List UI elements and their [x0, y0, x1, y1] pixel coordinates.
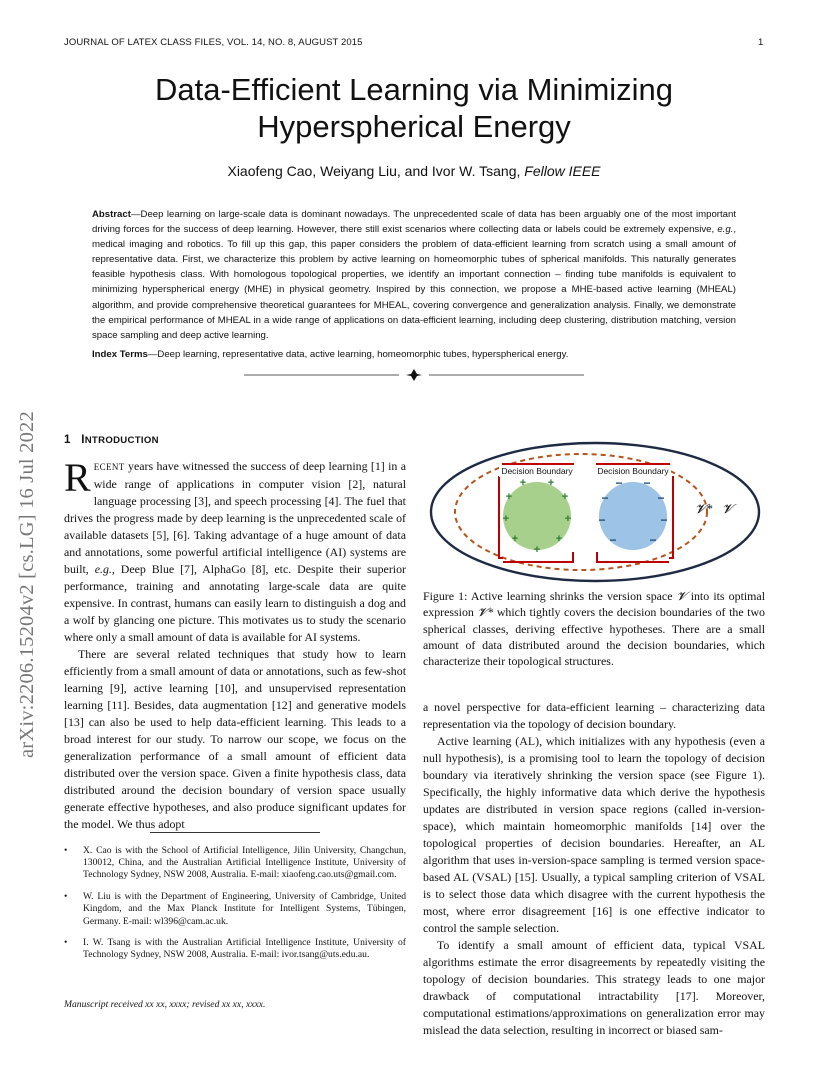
dropcap-letter: R [64, 455, 91, 500]
left-column [64, 432, 406, 833]
right-paragraph-3: To identify a small amount of efficient data, typical VSAL algorithms estimate the error disagreements by repeatedly visiting the topology of decision boundaries. This strategy leads to one major drawback of computational intractability [17]. Moreover, computational estimations/approximations on generalization error may mislead the data selection, resulting in incorrect or biased sam- [423, 938, 765, 1037]
abstract [92, 207, 736, 343]
minus-marker: − [660, 513, 668, 527]
right-paragraph-2: Active learning (AL), which initializes with any hypothesis (even a null hypothesis), is a promising tool to learn the topology of decision boundary via iteratively shrinking the version space (see Figure 1). Specifically, the highly informative data which derive the hypothesis updates are distributed in version space regions (called in-version-space), which maintain homeomorphic manifolds [14] over the topological properties of decision boundaries. Hereafter, an AL algorithm that uses in-version-space sampling is termed version space-based AL (VSAL) [15]. Usually, a typical sampling criterion of VSAL is to select those data which disagree with the current hypothesis the most, where error disagreement [16] is one effective indicator to control the sample selection. [423, 734, 765, 935]
footnote-text: W. Liu is with the Department of Engineering, University of Cambridge, United Kingdom, and the Max Planck Institute for Intelligent Systems, Tübingen, Germany. E-mail: wl396@cam.ac.uk. [83, 891, 406, 927]
footnote-item [64, 891, 406, 928]
affiliation-footnotes [64, 845, 406, 971]
page-number: 1 [758, 37, 764, 48]
plus-marker: + [511, 533, 519, 545]
decision-boundary-bottom-right [597, 552, 669, 562]
footnote-item [64, 937, 406, 961]
diamond-ornament-icon [406, 369, 422, 381]
arxiv-identifier: arXiv:2206.15204v2 [cs.LG] 16 Jul 2022 [16, 411, 38, 758]
caption-v: 𝓥 [676, 589, 687, 603]
caption-text-c: which tightly covers the decision boundaries of the two spherical classes, deriving effective hypotheses. There are a small amount of data distributed around the decision boundaries, which characterize their topological structures. [423, 605, 765, 669]
minus-marker: − [601, 491, 609, 505]
v-label: 𝓥 [722, 501, 733, 516]
plus-marker: + [547, 477, 555, 489]
title-line-1: Data-Efficient Learning via Minimizing [154, 72, 674, 107]
author-fellow-suffix: Fellow IEEE [524, 163, 601, 179]
figure-1-diagram [423, 440, 766, 585]
boundary-label-left: Decision Boundary [501, 466, 573, 476]
abstract-eg: e.g. [717, 224, 734, 236]
author-list [60, 163, 768, 179]
abstract-text-2: , medical imaging and robotics. To fill up this gap, this paper considers the problem of data-efficient learning from scratch using a small amount of representative data. First, we characterize this problem by active learning on homeomorphic tubes of spherical manifolds. This naturally generates feasible hypothesis class. With homologous topological properties, we identify an important connection – finding tube manifolds is equivalent to minimizing hyperspherical energy (MHE) in physical geometry. Inspired by this connection, we propose a MHE-based active learning (MHEAL) algorithm, and provide comprehensive theoretical guarantees for MHEAL, covering convergence and generalization analysis. Finally, we demonstrate the empirical performance of MHEAL in a wide range of applications on data-efficient learning, including deep clustering, distribution matching, version space sampling and deep active learning. [92, 224, 736, 341]
plus-marker: + [561, 491, 569, 503]
plus-marker: + [564, 513, 572, 525]
plus-marker: + [555, 533, 563, 545]
footnote-bullet: • [64, 845, 68, 856]
section-number: 1 [64, 434, 71, 446]
right-column [423, 699, 765, 1039]
intro-paragraph-2: There are several related techniques that study how to learn efficiently from a small amount of data or annotations, such as few-shot learning [9], active learning [10], and unsupervised representation learning [11]. Besides, data augmentation [12] and generative models [13] can also be used to help data-efficient learning. This leads to a broad interest for our study. To narrow our scope, we focus on the generalization performance of a small amount of efficient data distributed over the version space. Given a finite hypothesis class, data distributed around the decision boundary of version space usually generate effective hypotheses, and also produce significant updates for the model. We thus adopt [64, 647, 406, 831]
plus-marker: + [505, 491, 513, 503]
running-head: JOURNAL OF LATEX CLASS FILES, VOL. 14, NO. 8, AUGUST 2015 [64, 37, 363, 48]
section-divider [244, 368, 584, 382]
minus-marker: − [649, 533, 657, 547]
title-line-2: Hyperspherical Energy [257, 109, 571, 144]
intro-p1-b: , Deep Blue [7], AlphaGo [8], etc. Despite their superior performance, training and annotating large-scale data are quite expensive. In contrast, humans can easily learn to distinguish a dog and a wolf by glancing one picture. This motivates us to study the scenario where only a small amount of data is available for AI systems. [64, 562, 406, 644]
abstract-label: Abstract [92, 209, 131, 220]
caption-text-a: Active learning shrinks the version space [470, 589, 673, 603]
plus-marker: + [519, 477, 527, 489]
boundary-label-right: Decision Boundary [597, 466, 669, 476]
footnote-text: X. Cao is with the School of Artificial Intelligence, Jilin University, Changchun, 130012, China, and the Australian Artificial Intelligence Institute, University of Technology Sydney, NSW 2008, Australia. E-mail: xiaofeng.cao.uts@gmail.com. [83, 845, 406, 881]
minus-marker: − [598, 513, 606, 527]
minus-marker: − [615, 476, 623, 490]
authors-names: Xiaofeng Cao, Weiyang Liu, and Ivor W. Tsang, [227, 163, 521, 179]
decision-boundary-side-right [669, 476, 673, 558]
index-terms-text: —Deep learning, representative data, active learning, homeomorphic tubes, hyperspherical energy. [147, 349, 569, 360]
footnote-rule [150, 832, 320, 833]
intro-paragraph-1 [64, 455, 406, 646]
footnote-item [64, 845, 406, 882]
index-terms-label: Index Terms [92, 349, 148, 360]
paper-title [60, 71, 768, 145]
minus-marker: − [657, 491, 665, 505]
abstract-text-1: —Deep learning on large-scale data is dominant nowadays. The unprecedented scale of data has been arguably one of the most important driving forces for the success of deep learning. However, there still exist scenarios where collecting data or labels could be extremely expensive, [92, 209, 736, 236]
caption-v-star: 𝓥* [477, 605, 494, 620]
figure-caption [423, 588, 765, 669]
caption-text-b: into its optimal expression [423, 589, 766, 620]
minus-marker: − [643, 476, 651, 490]
manuscript-note: Manuscript received xx xx, xxxx; revised xx xx, xxxx. [64, 999, 266, 1010]
section-heading [64, 432, 406, 449]
index-terms [92, 348, 736, 361]
plus-marker: + [533, 544, 541, 556]
plus-marker: + [502, 513, 510, 525]
intro-p1-eg: e.g. [94, 562, 112, 576]
footnote-text: I. W. Tsang is with the Australian Artificial Intelligence Institute, University of Technology Sydney, NSW 2008, Australia. E-mail: ivor.tsang@uts.edu.au. [83, 937, 406, 961]
footnote-bullet: • [64, 937, 68, 949]
intro-p1-a: years have witnessed the success of deep learning [1] in a wide range of applications in computer vision [2], natural language processing [3], and speech processing [4]. The fuel that drives the progress made by deep learning is the unprecedented scale of available datasets [5], [6]. Taking advantage of a huge amount of data and annotations, some powerful artificial intelligence (AI) systems are built, [64, 459, 406, 576]
section-title-initial: I [81, 434, 85, 446]
lead-caps: ECENT [93, 462, 125, 472]
footnote-bullet: • [64, 891, 68, 903]
caption-label: Figure 1: [423, 589, 471, 603]
right-paragraph-1: a novel perspective for data-efficient learning – characterizing data representation via the topology of decision boundary. [423, 700, 765, 731]
section-title-rest: NTRODUCTION [84, 435, 159, 446]
v-star-label: 𝓥* [695, 501, 713, 516]
minus-marker: − [609, 533, 617, 547]
